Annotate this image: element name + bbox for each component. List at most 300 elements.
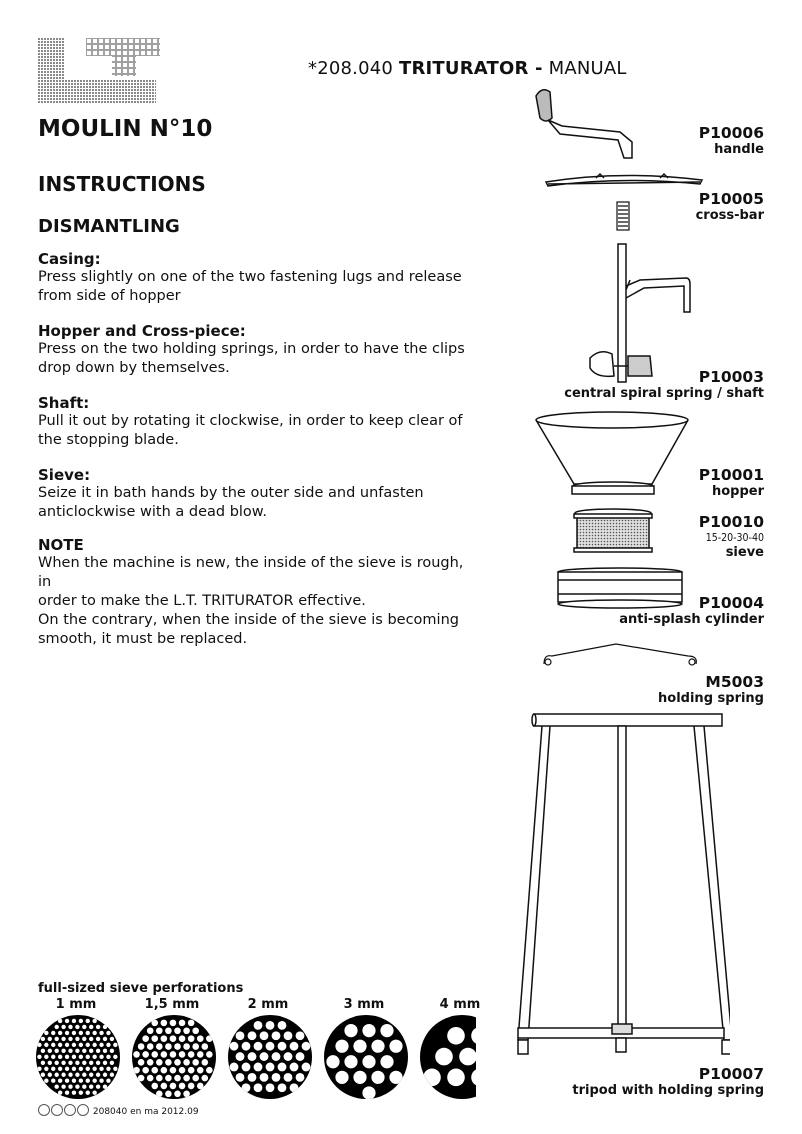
perforation-hole	[86, 1055, 90, 1059]
perforation-hole	[161, 1020, 168, 1027]
perforation-hole	[37, 1055, 41, 1059]
perforation-hole	[179, 1067, 186, 1074]
perforation-hole	[248, 1073, 257, 1082]
part-label-shaft	[564, 368, 764, 402]
perforation-hole	[202, 1075, 209, 1082]
perforation-hole	[110, 1073, 114, 1077]
part-label-sieve	[699, 513, 764, 561]
section-hopper	[38, 322, 478, 378]
perforation-hole	[133, 1067, 140, 1074]
perforation-hole	[254, 1042, 263, 1051]
part-desc: central spiral spring / shaft	[564, 386, 764, 401]
section-body: Press on the two holding springs, in order to have the clips drop down by themselves.	[38, 341, 465, 376]
perforation-hole	[92, 1090, 96, 1094]
perforation-hole	[72, 1019, 76, 1023]
perforation-hole	[170, 1067, 177, 1074]
perforation-hole	[41, 1037, 45, 1041]
perforation-hole	[174, 1091, 181, 1098]
perforation-hole	[151, 1020, 158, 1027]
perforation-hole	[174, 1059, 181, 1066]
perforation-hole	[362, 1086, 375, 1099]
perforation-hole	[179, 1083, 186, 1090]
perforation-hole	[278, 1063, 287, 1072]
perforation-hole	[92, 1019, 96, 1023]
perforation-hole	[147, 1075, 154, 1082]
perforation-hole	[68, 1073, 72, 1077]
footer	[38, 1104, 199, 1117]
perforation-hole	[79, 1090, 83, 1094]
perforation-hole	[41, 1049, 45, 1053]
perforation-hole	[296, 1073, 305, 1082]
perforation-hole	[92, 1055, 96, 1059]
part-label-cross-bar	[696, 190, 764, 224]
perforation-hole	[89, 1073, 93, 1077]
perforation-hole	[65, 1090, 69, 1094]
perforation-hole	[58, 1067, 62, 1071]
perforation-hole	[103, 1025, 107, 1029]
part-label-hopper	[699, 466, 764, 500]
perforation-hole	[82, 1037, 86, 1041]
part-desc: handle	[714, 142, 764, 157]
section-body: Pull it out by rotating it clockwise, in order to keep clear of the stopping blade.	[38, 413, 463, 448]
perforation-hole	[147, 1027, 154, 1034]
part-label-holding-spring	[658, 673, 764, 707]
perforation-hole	[188, 1067, 195, 1074]
perforation-hole	[296, 1052, 305, 1061]
perforation-hole	[202, 1059, 209, 1066]
perforation-hole	[82, 1073, 86, 1077]
section-body: Seize it in bath hands by the outer side and unfasten anticlockwise with a dead blow.	[38, 485, 424, 520]
perforation-hole	[254, 1063, 263, 1072]
perforation-hole	[174, 1075, 181, 1082]
perforation-hole	[380, 1024, 393, 1037]
perforation-hole	[65, 1031, 69, 1035]
part-code: P10004	[698, 594, 764, 612]
perforation-hole	[61, 1025, 65, 1029]
perforation-hole	[192, 1043, 199, 1050]
perforation-hole	[254, 1021, 263, 1030]
perforation-hole	[133, 1051, 140, 1058]
section-sieve	[38, 466, 478, 522]
sieve-perforation-samples	[36, 1014, 476, 1100]
section-body: When the machine is new, the inside of the sieve is rough, in order to make the L.T. TRITURATOR effective. On the contrary, when the inside of the sieve is becoming smooth, it must be replaced.	[38, 555, 464, 647]
perforation-hole	[156, 1059, 163, 1066]
perforation-hole	[96, 1049, 100, 1053]
perforation-hole	[266, 1021, 275, 1030]
perforation-hole	[165, 1027, 172, 1034]
perforation-hole	[79, 1055, 83, 1059]
perforation-hole	[44, 1055, 48, 1059]
perforation-hole	[151, 1035, 158, 1042]
perforation-hole	[51, 1055, 55, 1059]
perforation-hole	[55, 1073, 59, 1077]
perforation-hole	[371, 1040, 384, 1053]
perforation-hole	[335, 1071, 348, 1084]
perforation-hole	[110, 1049, 114, 1053]
perforation-hole	[103, 1061, 107, 1065]
section-title: NOTE	[38, 536, 84, 554]
perforation-hole	[79, 1019, 83, 1023]
part-desc: tripod with holding spring	[572, 1083, 764, 1098]
perforation-hole	[272, 1052, 281, 1061]
part-code: P10001	[698, 466, 764, 484]
perforation-hole	[179, 1020, 186, 1027]
perforation-hole	[179, 1035, 186, 1042]
perforation-hole	[68, 1061, 72, 1065]
perforation-hole	[55, 1025, 59, 1029]
perforation-hole	[362, 1055, 375, 1068]
part-code: P10005	[698, 190, 764, 208]
perforation-hole	[44, 1043, 48, 1047]
perforation-hole	[174, 1027, 181, 1034]
perforation-hole	[266, 1083, 275, 1092]
perforation-hole	[106, 1067, 110, 1071]
perforation-hole	[183, 1059, 190, 1066]
perforation-hole	[435, 1048, 453, 1066]
perforation-hole	[284, 1031, 293, 1040]
perforation-hole	[72, 1055, 76, 1059]
perforation-hole	[86, 1019, 90, 1023]
perforation-hole	[142, 1067, 149, 1074]
perforation-hole	[79, 1067, 83, 1071]
part-desc: anti-splash cylinder	[619, 612, 764, 627]
perforation-hole	[272, 1073, 281, 1082]
perforation-hole	[58, 1043, 62, 1047]
perforation-hole	[75, 1061, 79, 1065]
perforation-disc	[132, 1015, 216, 1099]
product-name: TRITURATOR -	[398, 58, 543, 79]
perforation-hole	[147, 1043, 154, 1050]
perforation-hole	[89, 1037, 93, 1041]
perforation-hole	[156, 1075, 163, 1082]
perforation-hole	[86, 1031, 90, 1035]
doc-type: MANUAL	[548, 58, 627, 79]
perforation-hole	[353, 1040, 366, 1053]
perforation-hole	[82, 1085, 86, 1089]
perforation-hole	[61, 1049, 65, 1053]
perforation-hole	[58, 1031, 62, 1035]
perforation-hole	[138, 1059, 145, 1066]
perforation-hole	[151, 1051, 158, 1058]
perforation-hole	[103, 1037, 107, 1041]
perforation-hole	[188, 1020, 195, 1027]
perforation-hole	[86, 1090, 90, 1094]
section-title: Hopper and Cross-piece:	[38, 322, 246, 340]
section-note	[38, 536, 478, 649]
perforation-hole	[99, 1067, 103, 1071]
perforation-hole	[242, 1063, 251, 1072]
perforation-hole	[37, 1043, 41, 1047]
perforation-hole	[179, 1051, 186, 1058]
perforation-hole	[65, 1043, 69, 1047]
perforation-hole	[202, 1043, 209, 1050]
perforation-hole	[170, 1035, 177, 1042]
perforation-hole	[89, 1085, 93, 1089]
exploded-view-drawing	[510, 80, 730, 1070]
perforation-hole	[96, 1085, 100, 1089]
perforation-hole	[89, 1025, 93, 1029]
footer-text: 208040 en ma 2012.09	[92, 1107, 199, 1117]
perforation-hole	[65, 1055, 69, 1059]
perforation-hole	[459, 1048, 476, 1066]
perforation-hole	[99, 1031, 103, 1035]
perforation-hole	[278, 1021, 287, 1030]
document-header	[308, 58, 627, 79]
perforation-hole	[183, 1043, 190, 1050]
perforation-hole	[389, 1040, 402, 1053]
part-desc: cross-bar	[695, 208, 764, 223]
perforation-hole	[260, 1052, 269, 1061]
perforation-hole	[188, 1035, 195, 1042]
perforation-hole	[99, 1043, 103, 1047]
part-code: P10003	[698, 368, 764, 386]
perforation-hole	[65, 1067, 69, 1071]
perforation-disc	[324, 1015, 408, 1100]
perforation-hole	[138, 1043, 145, 1050]
perforation-hole	[106, 1031, 110, 1035]
perforation-hole	[278, 1042, 287, 1051]
part-label-cylinder	[619, 594, 764, 628]
perforation-hole	[58, 1019, 62, 1023]
section-body: Press slightly on one of the two fastening lugs and release from side of hopper	[38, 269, 462, 304]
perforation-hole	[113, 1067, 117, 1071]
perforation-hole	[170, 1083, 177, 1090]
perforation-hole	[68, 1037, 72, 1041]
perforation-hole	[230, 1042, 239, 1051]
perforation-hole	[248, 1031, 257, 1040]
part-code: P10010	[698, 513, 764, 531]
perforation-hole	[106, 1055, 110, 1059]
perforation-hole	[266, 1063, 275, 1072]
perforation-hole	[61, 1085, 65, 1089]
perf-size-label: 1,5 mm	[144, 997, 200, 1012]
perforation-hole	[79, 1043, 83, 1047]
perforation-hole	[230, 1063, 239, 1072]
perforation-hole	[72, 1043, 76, 1047]
perf-size-label: 2 mm	[247, 997, 289, 1012]
tripod-part	[518, 714, 730, 1054]
perforation-hole	[72, 1067, 76, 1071]
perforation-hole	[92, 1031, 96, 1035]
perforation-hole	[89, 1049, 93, 1053]
perforation-hole	[296, 1031, 305, 1040]
handle-part	[536, 90, 632, 158]
perforation-hole	[72, 1090, 76, 1094]
perforation-hole	[290, 1083, 299, 1092]
perforation-hole	[72, 1079, 76, 1083]
perforation-hole	[113, 1055, 117, 1059]
perforation-hole	[110, 1061, 114, 1065]
perforation-hole	[183, 1075, 190, 1082]
perforation-disc	[228, 1015, 312, 1099]
perforation-hole	[170, 1020, 177, 1027]
perforation-hole	[242, 1042, 251, 1051]
perforation-hole	[192, 1075, 199, 1082]
perforation-hole	[326, 1055, 339, 1068]
perforation-hole	[284, 1073, 293, 1082]
perforation-hole	[206, 1067, 213, 1074]
perforation-hole	[68, 1049, 72, 1053]
perforation-hole	[423, 1069, 441, 1087]
perforation-hole	[48, 1073, 52, 1077]
perforation-hole	[174, 1043, 181, 1050]
perforation-hole	[48, 1049, 52, 1053]
perforation-hole	[96, 1025, 100, 1029]
perforation-hole	[55, 1061, 59, 1065]
perforation-hole	[92, 1067, 96, 1071]
perforation-hole	[192, 1027, 199, 1034]
lt-logo	[38, 38, 160, 104]
perforation-hole	[161, 1067, 168, 1074]
perforation-hole	[206, 1051, 213, 1058]
dismantling-heading: DISMANTLING	[38, 216, 180, 237]
perforation-hole	[82, 1061, 86, 1065]
instructions-heading: INSTRUCTIONS	[38, 172, 206, 196]
perforation-hole	[170, 1051, 177, 1058]
doc-code: *208.040	[308, 58, 394, 79]
hopper-part	[536, 412, 688, 494]
perforation-hole	[79, 1079, 83, 1083]
perforation-hole	[58, 1055, 62, 1059]
perforation-hole	[447, 1069, 465, 1087]
perforation-hole	[165, 1075, 172, 1082]
perforation-hole	[242, 1083, 251, 1092]
perforation-hole	[99, 1079, 103, 1083]
perforation-hole	[248, 1052, 257, 1061]
perforation-hole	[236, 1073, 245, 1082]
perforation-hole	[183, 1091, 190, 1098]
perforation-disc	[36, 1015, 120, 1099]
perforation-hole	[55, 1037, 59, 1041]
perforation-hole	[151, 1083, 158, 1090]
perforation-hole	[103, 1049, 107, 1053]
part-label-handle	[699, 124, 764, 158]
perforation-hole	[272, 1031, 281, 1040]
perf-size-label: 4 mm	[439, 997, 481, 1012]
perforation-hole	[51, 1031, 55, 1035]
perforation-hole	[96, 1037, 100, 1041]
perforation-hole	[75, 1085, 79, 1089]
perforation-hole	[161, 1051, 168, 1058]
perforation-hole	[142, 1035, 149, 1042]
page-title: MOULIN N°10	[38, 116, 213, 142]
perforation-hole	[335, 1040, 348, 1053]
perforation-hole	[68, 1085, 72, 1089]
perforation-hole	[86, 1079, 90, 1083]
perforation-hole	[44, 1079, 48, 1083]
perforation-hole	[165, 1043, 172, 1050]
perforations-title: full-sized sieve perforations	[38, 981, 244, 996]
footer-circles-icon	[38, 1107, 90, 1117]
perforation-hole	[48, 1037, 52, 1041]
perforation-hole	[165, 1059, 172, 1066]
part-code: P10006	[698, 124, 764, 142]
section-title: Shaft:	[38, 394, 90, 412]
perforation-hole	[51, 1043, 55, 1047]
perforation-hole	[37, 1067, 41, 1071]
perforation-hole	[302, 1042, 311, 1051]
perforation-hole	[82, 1025, 86, 1029]
perforation-hole	[41, 1061, 45, 1065]
perforation-hole	[161, 1083, 168, 1090]
perforation-hole	[86, 1067, 90, 1071]
perforation-hole	[188, 1083, 195, 1090]
perforation-hole	[147, 1059, 154, 1066]
perforation-hole	[197, 1067, 204, 1074]
perforation-hole	[65, 1079, 69, 1083]
perforation-hole	[89, 1061, 93, 1065]
perforation-hole	[165, 1091, 172, 1098]
part-sizes: 15-20-30-40	[705, 532, 764, 544]
perforation-disc	[420, 1015, 476, 1099]
perforation-hole	[344, 1024, 357, 1037]
perforation-hole	[192, 1059, 199, 1066]
perforation-hole	[82, 1049, 86, 1053]
perforation-hole	[106, 1079, 110, 1083]
perforation-hole	[55, 1049, 59, 1053]
section-title: Sieve:	[38, 466, 91, 484]
perforation-hole	[61, 1073, 65, 1077]
perforation-hole	[103, 1073, 107, 1077]
shaft-part	[590, 244, 690, 382]
perforation-hole	[142, 1051, 149, 1058]
perforation-hole	[278, 1083, 287, 1092]
perforation-hole	[447, 1027, 465, 1045]
part-desc: hopper	[711, 484, 764, 499]
central-spring-part	[617, 202, 629, 230]
perf-size-label: 1 mm	[55, 997, 97, 1012]
perforation-hole	[156, 1043, 163, 1050]
perforation-hole	[103, 1085, 107, 1089]
perforation-hole	[86, 1043, 90, 1047]
perforation-hole	[58, 1090, 62, 1094]
perforation-hole	[236, 1031, 245, 1040]
perforation-hole	[110, 1037, 114, 1041]
perforation-hole	[236, 1052, 245, 1061]
perforation-hole	[68, 1025, 72, 1029]
perforation-hole	[75, 1025, 79, 1029]
perforation-hole	[75, 1037, 79, 1041]
perforation-hole	[183, 1027, 190, 1034]
perforation-hole	[138, 1075, 145, 1082]
cross-bar-part	[546, 174, 702, 186]
perforation-hole	[96, 1073, 100, 1077]
perforation-hole	[92, 1079, 96, 1083]
perforation-hole	[290, 1063, 299, 1072]
section-title: Casing:	[38, 250, 101, 268]
perforation-hole	[44, 1031, 48, 1035]
perforation-hole	[206, 1035, 213, 1042]
perforation-hole	[284, 1052, 293, 1061]
perforation-hole	[254, 1083, 263, 1092]
perforation-hole	[61, 1061, 65, 1065]
perforation-hole	[55, 1085, 59, 1089]
part-code: M5003	[705, 673, 764, 691]
perforation-hole	[41, 1073, 45, 1077]
perforation-hole	[99, 1055, 103, 1059]
perforation-hole	[75, 1073, 79, 1077]
perforation-hole	[371, 1071, 384, 1084]
perforation-hole	[156, 1027, 163, 1034]
part-desc: sieve	[725, 545, 764, 560]
perforation-hole	[161, 1035, 168, 1042]
part-code: P10007	[698, 1065, 764, 1083]
sieve-part	[574, 509, 652, 552]
perforation-hole	[65, 1019, 69, 1023]
perforation-hole	[113, 1043, 117, 1047]
perforation-hole	[92, 1043, 96, 1047]
perforation-hole	[44, 1067, 48, 1071]
